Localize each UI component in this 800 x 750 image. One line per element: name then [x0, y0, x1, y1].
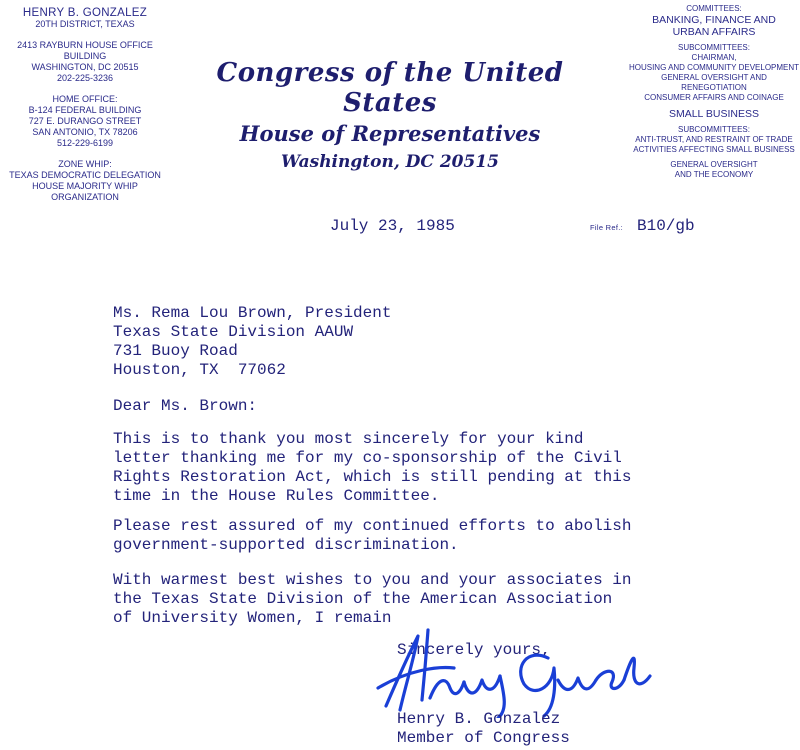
subcommittee-line: GENERAL OVERSIGHT	[670, 160, 758, 169]
body-paragraph: With warmest best wishes to you and your associates in the Texas State Division of the American Association of University Women, I remain	[113, 571, 632, 627]
subcommittee-line: CONSUMER AFFAIRS AND COINAGE	[644, 93, 784, 102]
masthead-house: House of Representatives	[239, 121, 541, 146]
subcommittee-line: GENERAL OVERSIGHT AND RENEGOTIATION	[661, 73, 767, 92]
letterhead-right	[628, 4, 800, 180]
dc-address-line: WASHINGTON, DC 20515	[31, 62, 139, 72]
member-name: HENRY B. GONZALEZ	[22, 7, 148, 19]
file-ref: B10/gb	[637, 217, 695, 235]
home-phone: 512-229-6199	[56, 138, 114, 148]
dc-address-line: 2413 RAYBURN HOUSE OFFICE BUILDING	[17, 40, 153, 61]
subcommittee-line: HOUSING AND COMMUNITY DEVELOPMENT	[628, 63, 800, 72]
zone-whip-label: ZONE WHIP:	[58, 159, 112, 169]
body-paragraph: Please rest assured of my continued efforts to abolish government-supported discrimination.	[113, 517, 632, 554]
home-office-label: HOME OFFICE:	[52, 94, 118, 104]
zone-whip-line: HOUSE MAJORITY WHIP ORGANIZATION	[32, 181, 138, 202]
signer-title: Member of Congress	[397, 729, 570, 747]
committees-label: COMMITTEES:	[686, 4, 742, 13]
subcommittee-line: ACTIVITIES AFFECTING SMALL BUSINESS	[633, 145, 795, 154]
subcommittees-label: SUBCOMMITTEES:	[677, 125, 750, 134]
home-address-line: B-124 FEDERAL BUILDING	[28, 105, 142, 115]
letterhead-left	[0, 8, 170, 203]
salutation: Dear Ms. Brown:	[113, 397, 258, 415]
subcommittee-line: CHAIRMAN,	[691, 53, 737, 62]
recipient-address: Ms. Rema Lou Brown, President Texas State Division AAUW 731 Buoy Road Houston, TX 77062	[113, 304, 392, 379]
committee-name: BANKING, FINANCE AND	[652, 14, 776, 26]
subcommittee-line: ANTI-TRUST, AND RESTRAINT OF TRADE	[635, 135, 793, 144]
subcommittees-label: SUBCOMMITTEES:	[677, 43, 750, 52]
subcommittee-line: AND THE ECONOMY	[674, 170, 754, 179]
committee-name: SMALL BUSINESS	[668, 108, 760, 120]
body-paragraph: This is to thank you most sincerely for your kind letter thanking me for my co-sponsorship of the Civil Rights Restoration Act, which is still pending at this time in the House Rules Committee.	[113, 430, 632, 505]
committee-name: URBAN AFFAIRS	[672, 26, 756, 38]
home-address-line: SAN ANTONIO, TX 78206	[32, 127, 138, 137]
member-district: 20TH DISTRICT, TEXAS	[35, 19, 135, 29]
home-address-line: 727 E. DURANGO STREET	[28, 116, 142, 126]
file-ref-label: File Ref.:	[590, 223, 624, 232]
signer-name: Henry B. Gonzalez	[397, 710, 561, 728]
dc-phone: 202-225-3236	[56, 73, 114, 83]
masthead-city: Washington, DC 20515	[281, 152, 499, 172]
letter-date: July 23, 1985	[330, 217, 455, 235]
closing: Sincerely yours,	[397, 641, 551, 659]
handwritten-signature	[368, 618, 668, 718]
signer-block	[397, 710, 570, 748]
zone-whip-line: TEXAS DEMOCRATIC DELEGATION	[9, 170, 161, 180]
masthead-congress: Congress of the United States	[216, 58, 564, 118]
masthead	[200, 58, 580, 172]
